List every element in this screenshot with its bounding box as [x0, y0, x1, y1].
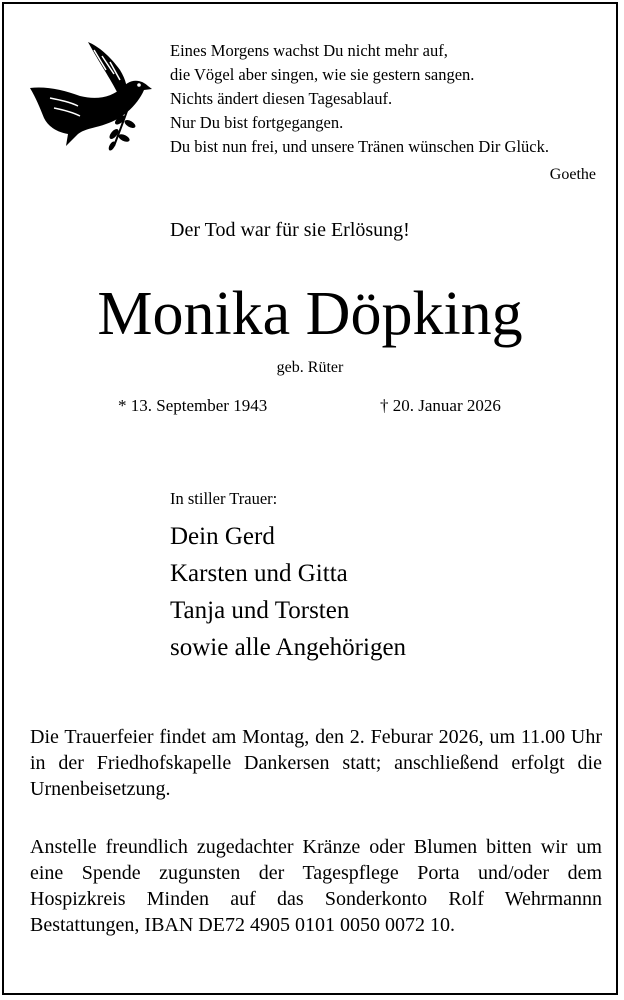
- death-date: † 20. Januar 2026: [380, 396, 501, 415]
- birth-name: geb. Rüter: [276, 359, 344, 376]
- poem-line: Nur Du bist fortgegangen.: [170, 113, 344, 132]
- mourning-label: In stiller Trauer:: [170, 489, 278, 508]
- obituary-frame: [2, 2, 618, 995]
- funeral-info: Die Trauerfeier findet am Montag, den 2. Feburar 2026, um 11.00 Uhr in der Friedhofskapelle Dankersen statt; anschließend erfolgt die Urnenbeisetzung.: [30, 726, 602, 800]
- poem-line: Nichts ändert diesen Tagesablauf.: [170, 89, 393, 108]
- mourners-list: [170, 518, 406, 666]
- poem-author: Goethe: [549, 166, 596, 183]
- mourner: sowie alle Angehörigen: [170, 634, 407, 661]
- poem-line: Du bist nun frei, und unsere Tränen wünschen Dir Glück.: [170, 137, 549, 156]
- dove-icon: [26, 36, 154, 152]
- mourner: Dein Gerd: [170, 523, 275, 550]
- donation-info: Anstelle freundlich zugedachter Kränze oder Blumen bitten wir um eine Spende zugunsten der Tagespflege Porta und/oder dem Hospizkreis Minden auf das Sonderkonto Rolf Wehrmannn Bestattungen, IBAN DE72 4905 0101 0050 0072 10.: [30, 836, 602, 936]
- motto: Der Tod war für sie Erlösung!: [170, 219, 410, 241]
- mourner: Karsten und Gitta: [170, 560, 348, 587]
- poem: [170, 39, 549, 159]
- birth-date: * 13. September 1943: [118, 396, 268, 415]
- poem-line: die Vögel aber singen, wie sie gestern sangen.: [170, 65, 475, 84]
- poem-line: Eines Morgens wachst Du nicht mehr auf,: [170, 41, 448, 60]
- mourner: Tanja und Torsten: [170, 597, 350, 624]
- deceased-name: Monika Döpking: [97, 280, 523, 348]
